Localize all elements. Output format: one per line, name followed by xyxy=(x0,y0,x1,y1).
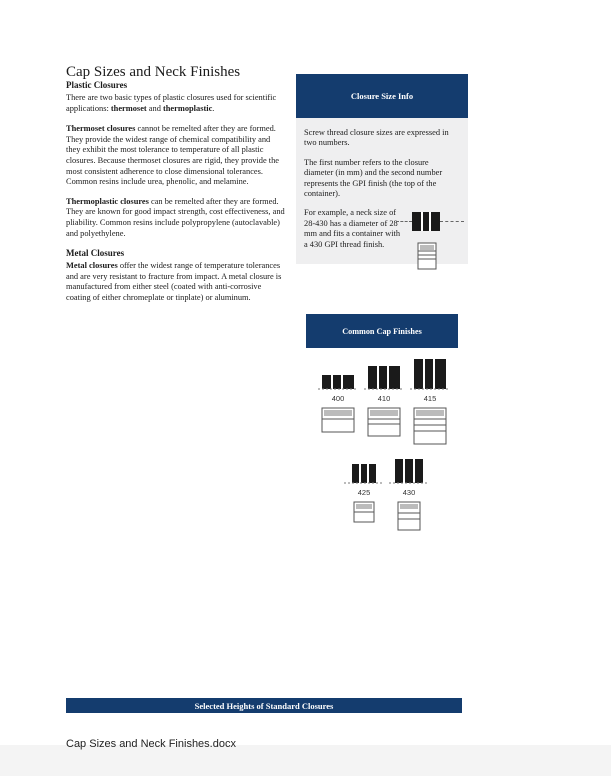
closure-size-info-box xyxy=(296,74,468,264)
metal-text: offer the widest range of temperature tolerances and are very resistant to fracture from impact. A metal closure is manufactured from either steel (coated with anti-corrosive coating of either chromeplate or tinplate) or aluminum. xyxy=(66,261,282,302)
selected-heights-banner: Selected Heights of Standard Closures xyxy=(66,698,462,713)
intro-end: . xyxy=(212,103,215,113)
plastic-intro xyxy=(66,93,286,114)
thermoplastic-bold: Thermoplastic closures xyxy=(66,196,149,206)
thermoset-paragraph xyxy=(66,124,286,188)
dashed-line-right xyxy=(440,221,464,222)
thread-icon xyxy=(389,458,429,485)
intro-and: and xyxy=(146,103,163,113)
info-p1: Screw thread closure sizes are expressed in two numbers. xyxy=(304,128,449,148)
finish-430 xyxy=(389,458,429,531)
thermoplastic-paragraph xyxy=(66,197,286,239)
thermoplastic-text: can be remelted after they are formed. They are known for good impact strength, cost effectiveness, and pliability. Common resins include polypropylene (autoclavable) and polyethylene. xyxy=(66,196,285,238)
container-icon xyxy=(318,407,358,433)
thread-icon xyxy=(318,371,358,391)
container-icon xyxy=(410,407,450,445)
finish-425 xyxy=(344,463,384,523)
thread-icon xyxy=(412,212,440,231)
metal-paragraph xyxy=(66,261,286,303)
intro-thermoset: thermoset xyxy=(110,103,147,113)
document-filename: Cap Sizes and Neck Finishes.docx xyxy=(66,738,236,750)
thread-icon xyxy=(364,364,404,391)
page-title: Cap Sizes and Neck Finishes xyxy=(66,64,241,80)
info-example xyxy=(304,208,460,250)
left-column xyxy=(66,64,286,313)
finish-400 xyxy=(318,371,358,433)
dashed-line-left xyxy=(396,221,412,222)
thread-icon xyxy=(410,358,450,391)
info-p3: For example, a neck size of 28-430 has a diameter of 28 mm and fits a container with a 430 GPI thread finish. xyxy=(304,208,401,249)
common-cap-finishes-title: Common Cap Finishes xyxy=(306,314,458,348)
thermoset-bold: Thermoset closures xyxy=(66,124,136,134)
thermoset-text: cannot be remelted after they are formed. They provide the widest range of chemical compatibility and they exhibit the most tolerance to temperature of all plastic closures. Because thermoset closures are rigid, they provide the most consistent adherence to close dimensional tolerances. Common resins include urea, phenolic, and melamine. xyxy=(66,124,280,187)
thread-icon xyxy=(344,463,384,485)
finish-410 xyxy=(364,364,404,437)
container-icon xyxy=(389,501,429,531)
metal-bold: Metal closures xyxy=(66,261,118,271)
intro-line-1: There are two basic types of plastic closures used for scientific xyxy=(66,93,277,102)
container-icon xyxy=(344,501,384,523)
info-box-title: Closure Size Info xyxy=(296,74,468,118)
container-icon xyxy=(364,407,404,437)
intro-thermoplastic: thermoplastic xyxy=(162,103,213,113)
container-icon xyxy=(417,242,437,270)
finish-label: 425 xyxy=(357,488,371,497)
info-box-body xyxy=(296,118,468,250)
finish-label: 410 xyxy=(377,394,391,403)
plastic-heading: Plastic Closures xyxy=(66,80,128,90)
finish-label: 400 xyxy=(331,394,345,403)
finish-415 xyxy=(410,358,450,445)
info-p2: The first number refers to the closure diameter (in mm) and the second number represents the GPI finish (the top of the container). xyxy=(304,157,443,199)
intro-line-2: applications: xyxy=(66,103,111,113)
finish-label: 430 xyxy=(402,488,416,497)
finish-label: 415 xyxy=(423,394,437,403)
metal-heading: Metal Closures xyxy=(66,248,125,259)
